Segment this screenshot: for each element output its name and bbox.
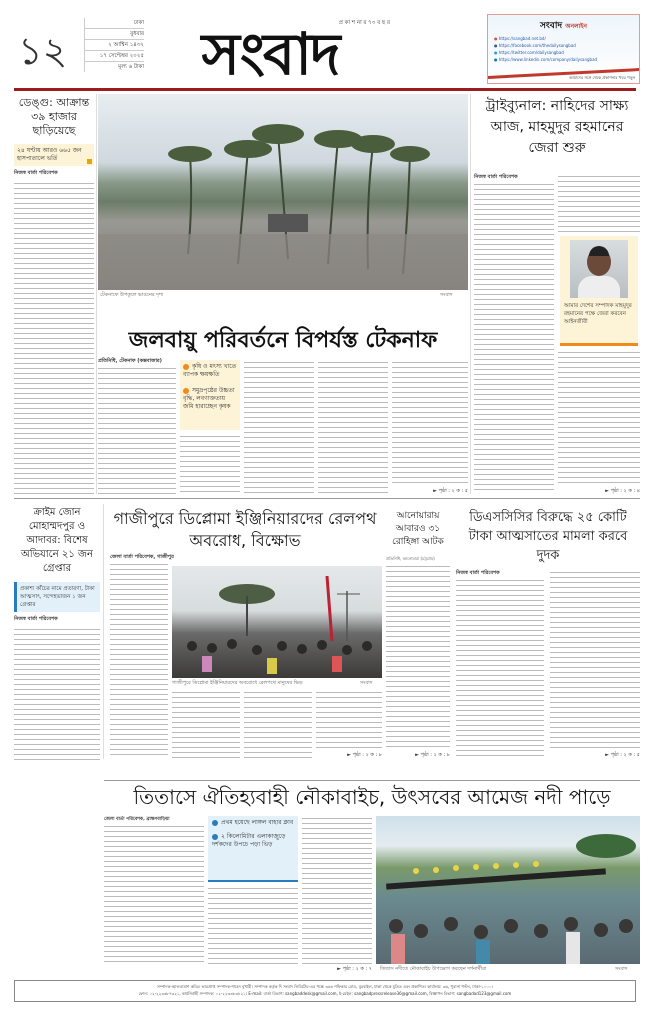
teknaf-photo-credit: সংবাদ [440,292,453,298]
tribunal-body-col1 [474,182,554,494]
gazipur-body-col3 [244,690,312,758]
boatrace-body-col3 [302,816,372,964]
tribunal-byline: নিজস্ব বার্তা পরিবেশক [474,174,518,180]
newspaper-logo: সংবাদ [201,20,339,88]
dscc-continued[interactable]: ► পৃষ্ঠা : ২ ক : ৫ [605,752,640,758]
dateline-price: মূল্য ৬ টাকা [118,64,144,70]
rohingya-headline: আনোয়ারায় আবারও ৩১ রোহিঙ্গা আটক [392,511,444,547]
teknaf-body-col2 [180,434,240,496]
teknaf-body-col4 [318,360,388,496]
teknaf-point-2: সমুদ্রপৃষ্ঠের উচ্চতা বৃদ্ধি, লবণাক্ততায় জমি হারাচ্ছেন কৃষক [183,387,235,410]
teknaf-point-1: কৃষি ও মৎস্য খাতে ব্যাপক ক্ষয়ক্ষতি [183,363,237,378]
dscc-byline: নিজস্ব বার্তা পরিবেশক [456,570,500,576]
boat-race-illustration [376,816,640,964]
teknaf-photo [98,94,468,290]
crime-byline: নিজস্ব বার্তা পরিবেশক [14,616,58,622]
boatrace-body-col2 [208,886,298,964]
promo-logo: সংবাদ অনলাইন [539,21,587,31]
imprint-line-1: সম্পাদক-আলতামাশ কবির। ভারপ্রাপ্ত সম্পাদক-শাহেদ বুখারী। সম্পাদক কর্তৃক দি সংবাদ লিমিটেড-এর পক্ষে ৩৬৪ শফিকার রোড, বুরবাইল, ঢাকা থেকে মুদ্রিত এবং প্রকাশিত। কার্যালয়: ৩৬, পুরানা পল্টন, ঢাকা-১০০০। [156,984,494,989]
section-divider [104,780,640,781]
rohingya-continued[interactable]: ► পৃষ্ঠা : ২ ক : ৮ [415,752,450,758]
promo-link-linkedin[interactable]: ● https://www.linkedin.com/company/dailysangbad [494,57,598,62]
dengue-byline: নিজস্ব বার্তা পরিবেশক [14,170,58,176]
imprint-line-2: ফোন: ০২-২২৩৩৮৭৩২১, কার্যনির্বাহী সম্পাদক: ০২-২২৩৩৮৩৮২১। E-mail: বার্তা বিভাগ: sangbaddesk@gmail.com, ই-মেইল: sangbadpressrelease36@gmail.com, বিজ্ঞাপন বিভাগ: sangbadad123@gmail.com [138,991,512,996]
boatrace-photo-caption: তিতাস নদীতে নৌকাবাইচ উপভোগ করছেন দর্শনার্থীরা [380,966,487,972]
gazipur-continued[interactable]: ► পৃষ্ঠা : ২ ক : ৮ [347,752,382,758]
gazipur-photo-caption: গাজীপুরে ডিপ্লোমা ইঞ্জিনিয়ারদের অবরোধে রেলপথে মানুষের ভিড় [172,680,303,686]
promo-footer: আমাদের সঙ্গে থেকে প্রকাশনার খবর পড়ুন [569,75,635,80]
promo-link-twitter[interactable]: ● https://twitter.com/dailysangbad [494,50,564,55]
dscc-body-col1 [456,578,544,756]
gazipur-byline: জেলা বার্তা পরিবেশক, গাজীপুর [110,554,174,560]
teknaf-body-col3 [244,360,314,496]
teknaf-headline: জলবায়ু পরিবর্তনে বিপর্যস্ত টেকনাফ [128,328,438,353]
dateline-city: ঢাকা [85,18,144,29]
tribunal-headline: ট্রাইব্যুনাল: নাহিদের সাক্ষ্য আজ, মাহমুদুর রহমানের জেরা শুরু [485,98,629,156]
boatrace-photo [376,816,640,964]
online-promo[interactable] [487,14,640,84]
dateline-day: বুধবার [85,29,144,40]
rohingya-body [386,564,450,750]
gazipur-body-col1 [110,562,168,757]
boatrace-photo-credit: সংবাদ [615,966,628,972]
crime-highlight: প্রকাশ্য কাঁচের নামে প্রতারণা, টাকা আত্মসাৎ, সন্দেহভাজন ১ জন গ্রেপ্তার [14,582,100,612]
dateline [84,18,144,72]
gazipur-headline: গাজীপুরে ডিপ্লোমা ইঞ্জিনিয়ারদের রেলপথ অবরোধ, বিক্ষোভ [113,509,377,550]
boatrace-body-col1 [104,824,204,964]
boatrace-byline: জেলা বার্তা পরিবেশক, ব্রাহ্মণবাড়িয়া [104,817,170,822]
column-divider [103,504,104,759]
teknaf-byline: প্রতিনিধি, টেকনাফ (কক্সবাজার) [98,358,162,364]
profile-box [560,236,638,346]
dateline-bangla-date: ২ আশ্বিন ১৪৩২ [85,40,144,51]
crowd-illustration [172,566,382,678]
boatrace-point-2: ২ কিলোমিটার এলাকাজুড়ে দর্শকদের উপচে পড়া ভিড় [212,833,286,848]
story-dengue[interactable] [14,94,94,494]
dscc-body-col2 [550,570,640,750]
boatrace-continued[interactable]: ► পৃষ্ঠা : ২ ক : ৭ [337,966,372,972]
teknaf-photo-caption: টেকনাফে উপকূলে ভাঙনের দৃশ্য [100,292,164,298]
boatrace-points-box [208,816,298,882]
bullet-icon [183,388,189,394]
column-divider [470,94,471,494]
promo-link-facebook[interactable]: ● https://facebook.com/thedailysangbad [494,43,576,48]
bullet-icon [212,820,218,826]
masthead-rule [14,88,636,91]
gazipur-body-col2 [172,690,240,758]
dengue-body [14,181,94,501]
crime-headline: ক্রাইম জোন মোহাম্মদপুর ও আদাবর: বিশেষ অভিযানে ২১ জন গ্রেপ্তার [21,507,93,574]
dengue-highlight: ২৪ ঘণ্টায় আরও ৬৬৫ জন হাসপাতালে ভর্তি [14,144,94,166]
rohingya-byline: প্রতিনিধি, আনোয়ারা (চট্টগ্রাম) [386,556,435,561]
story-crime[interactable] [14,504,100,759]
bullet-icon [183,364,189,370]
teknaf-body-col5 [392,360,468,486]
tribunal-body-col2b [558,350,640,486]
teknaf-continued[interactable]: ► পৃষ্ঠা : ২ ক : ৫ [433,488,468,494]
page-number: ১২ [18,29,68,73]
gazipur-photo-credit: সংবাদ [360,680,373,686]
tribunal-body-col2 [558,174,640,234]
boatrace-headline: তিতাসে ঐতিহ্যবাহী নৌকাবাইচ, উৎসবের আমেজ নদী পাড়ে [133,785,611,809]
dengue-headline: ডেঙ্গু: আক্রান্ত ৩৯ হাজার ছাড়িয়েছে [18,96,90,137]
tagline: প্র কা শ না র ৭৩ ব ছ র [338,20,390,26]
dscc-headline: ডিএসসিসির বিরুদ্ধে ২৫ কোটি টাকা আত্মসাতের মামলা করবে দুদক [468,510,628,563]
promo-link-web[interactable]: ● https://sangbad.net.bd/ [494,36,546,41]
section-divider [14,498,640,499]
profile-photo [570,240,628,298]
profile-caption: আমার দেশের সম্পাদক মাহমুদুর রহমানের পক্ষে জেরা করবেন আইনজীবী [564,303,632,325]
tribunal-continued[interactable]: ► পৃষ্ঠা : ২ ক : ৪ [605,488,640,494]
dateline-english-date: ১৭ সেপ্টেম্বর ২০২৫ [85,51,144,62]
gazipur-body-col4 [316,690,382,752]
bullet-icon [212,834,218,840]
column-divider [96,94,97,494]
teknaf-body-col1 [98,366,176,496]
teknaf-points-box [180,360,240,430]
crime-body [14,627,100,762]
boatrace-point-1: প্রথম হয়েছে লাঙ্গল বাহার ক্লাব [212,819,294,827]
palm-trees-illustration [98,94,468,290]
imprint-footer [14,980,636,1002]
gazipur-photo [172,566,382,678]
